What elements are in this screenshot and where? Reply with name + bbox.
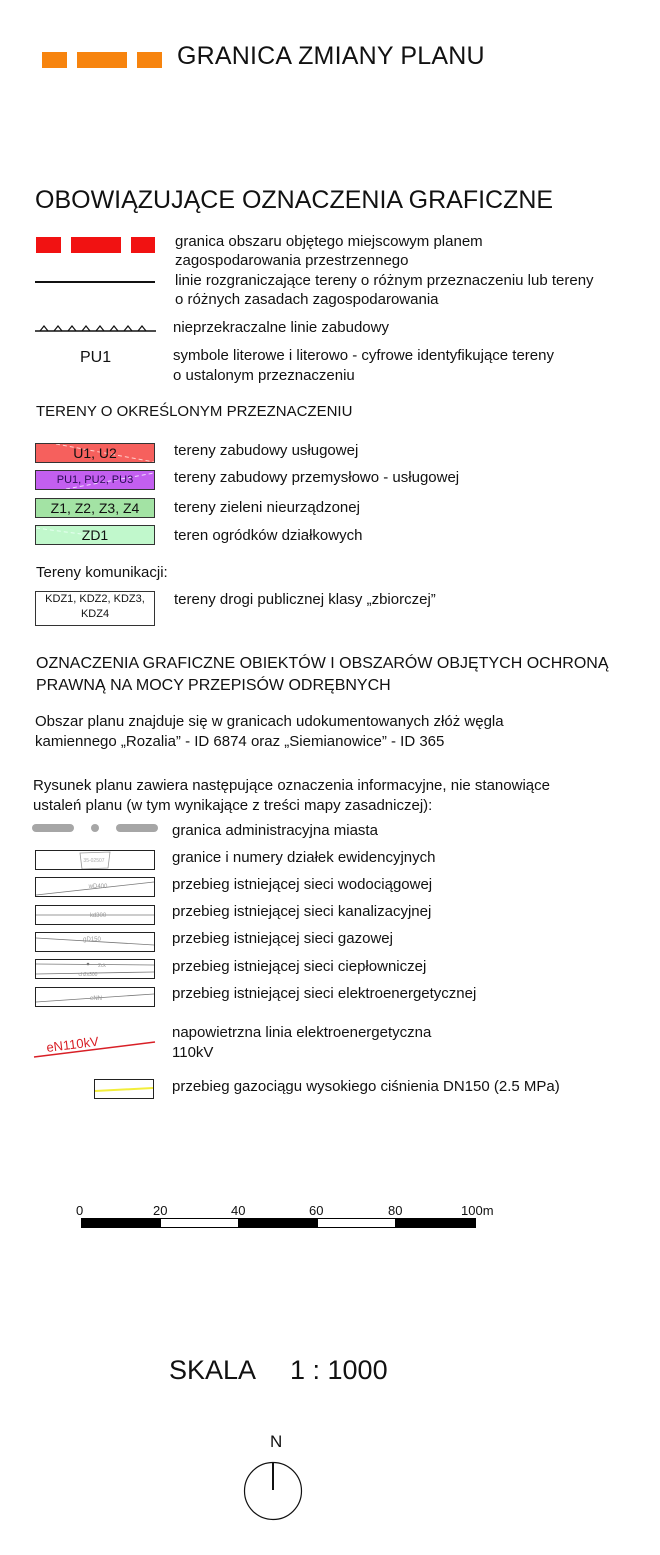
zone-code: KDZ4 [80,608,110,620]
orange-dash [137,52,162,68]
info-item-text: granice i numery działek ewidencyjnych [172,849,436,866]
info-item-text: przebieg istniejącej sieci elektroenergetycznej [172,985,477,1002]
zone-swatch-z [35,498,155,518]
legend-item-text: granica obszaru objętego miejscowym planem [175,233,483,250]
gas-network-symbol [35,932,155,952]
sewer-network-symbol [35,905,155,925]
legend-item-text: o ustalonym przeznaczeniu [173,367,355,384]
scale-segment [238,1218,318,1228]
legend-item-text: linie rozgraniczające tereny o różnym przeznaczeniu lub tereny [175,272,594,289]
scale-label: SKALA [169,1355,257,1385]
scale-segment [81,1218,161,1228]
zone-text: teren ogródków działkowych [174,527,363,544]
network-label: 2ck [98,963,106,969]
zone-code: PU1, PU2, PU3 [56,474,134,486]
legend-item-text: symbole literowe i literowo - cyfrowe identyfikujące tereny [173,347,554,364]
protection-title: PRAWNĄ NA MOCY PRZEPISÓW ODRĘBNYCH [36,677,391,694]
scale-tick-label: 0 [76,1203,84,1218]
orange-dash [77,52,127,68]
legend-item-text: zagospodarowania przestrzennego [175,252,409,269]
zone-text: tereny zabudowy usługowej [174,442,359,459]
network-label: ch2x300 [78,972,98,978]
protection-note: Obszar planu znajduje się w granicach udokumentowanych złóż węgla [35,713,504,730]
red-dash [36,237,61,253]
zone-swatch-zd [35,525,155,545]
zone-code: U1, U2 [73,445,117,461]
north-arrow-icon [242,1460,304,1522]
building-line-symbol [35,320,157,334]
scale-segment [395,1218,476,1228]
scale-tick-label: 60 [309,1203,324,1218]
transport-title: Tereny komunikacji: [36,564,168,581]
plan-change-title: GRANICA ZMIANY PLANU [177,42,485,70]
info-item-text: napowietrzna linia elektroenergetyczna [172,1024,432,1041]
parcel-symbol [35,850,155,870]
legend-item-text: o różnych zasadach zagospodarowania [175,291,439,308]
parcel-label: 35-02507 [83,858,105,864]
gray-dash [116,824,158,832]
network-label: wD400 [88,884,108,890]
orange-dash [42,52,67,68]
network-label: gD150 [83,937,101,943]
scale-segment [317,1218,396,1228]
zone-text: tereny drogi publicznej klasy „zbiorczej” [174,591,436,608]
scale-tick-label: 40 [231,1203,246,1218]
zone-text: tereny zabudowy przemysłowo - usługowej [174,469,460,486]
zone-code: Z1, Z2, Z3, Z4 [50,500,140,516]
north-label: N [270,1432,283,1451]
red-dash [71,237,121,253]
zones-title: TERENY O OKREŚLONYM PRZEZNACZENIU [36,403,353,420]
scale-tick-label: 20 [153,1203,168,1218]
network-label: eNN [89,996,103,1002]
heat-network-symbol [35,959,155,979]
info-item-text: 110kV [172,1044,214,1061]
scale-segment [160,1218,239,1228]
zone-code: ZD1 [81,527,109,543]
zone-swatch-kdz [35,591,155,626]
zone-text: tereny zieleni nieurządzonej [174,499,360,516]
info-item-text: przebieg gazociągu wysokiego ciśnienia DN150 (2.5 MPa) [172,1078,560,1095]
gray-dot [91,824,99,832]
water-network-symbol [35,877,155,897]
info-item-text: przebieg istniejącej sieci wodociągowej [172,876,433,893]
network-label: kd300 [89,913,107,919]
boundary-line-symbol [35,281,155,283]
zone-code: KDZ1, KDZ2, KDZ3, [45,593,145,605]
scale-tick-label: 80 [388,1203,403,1218]
scale-value: 1 : 1000 [290,1355,388,1385]
overhead-line-symbol [33,1030,158,1062]
legend-title: OBOWIĄZUJĄCE OZNACZENIA GRAFICZNE [35,186,554,214]
info-item-text: granica administracyjna miasta [172,822,378,839]
zone-swatch-u [35,443,155,463]
informational-intro: Rysunek planu zawiera następujące oznaczenia informacyjne, nie stanowiące [33,777,550,794]
gray-dash [32,824,74,832]
info-item-text: przebieg istniejącej sieci ciepłowniczej [172,958,427,975]
overhead-line-label: eN110kV [45,1033,100,1055]
zone-swatch-pu [35,470,155,490]
red-dash [131,237,155,253]
legend-item-text: nieprzekraczalne linie zabudowy [173,319,389,336]
informational-intro: ustaleń planu (w tym wynikające z treści mapy zasadniczej): [33,797,433,814]
protection-title: OZNACZENIA GRAFICZNE OBIEKTÓW I OBSZARÓW OBJĘTYCH OCHRONĄ [36,655,609,672]
info-item-text: przebieg istniejącej sieci gazowej [172,930,393,947]
power-network-symbol [35,987,155,1007]
high-pressure-gas-symbol [94,1079,154,1099]
symbol-label-example: PU1 [80,349,112,366]
info-item-text: przebieg istniejącej sieci kanalizacyjnej [172,903,432,920]
protection-note: kamiennego „Rozalia” - ID 6874 oraz „Siemianowice” - ID 365 [35,733,445,750]
scale-tick-label: 100m [461,1203,494,1218]
